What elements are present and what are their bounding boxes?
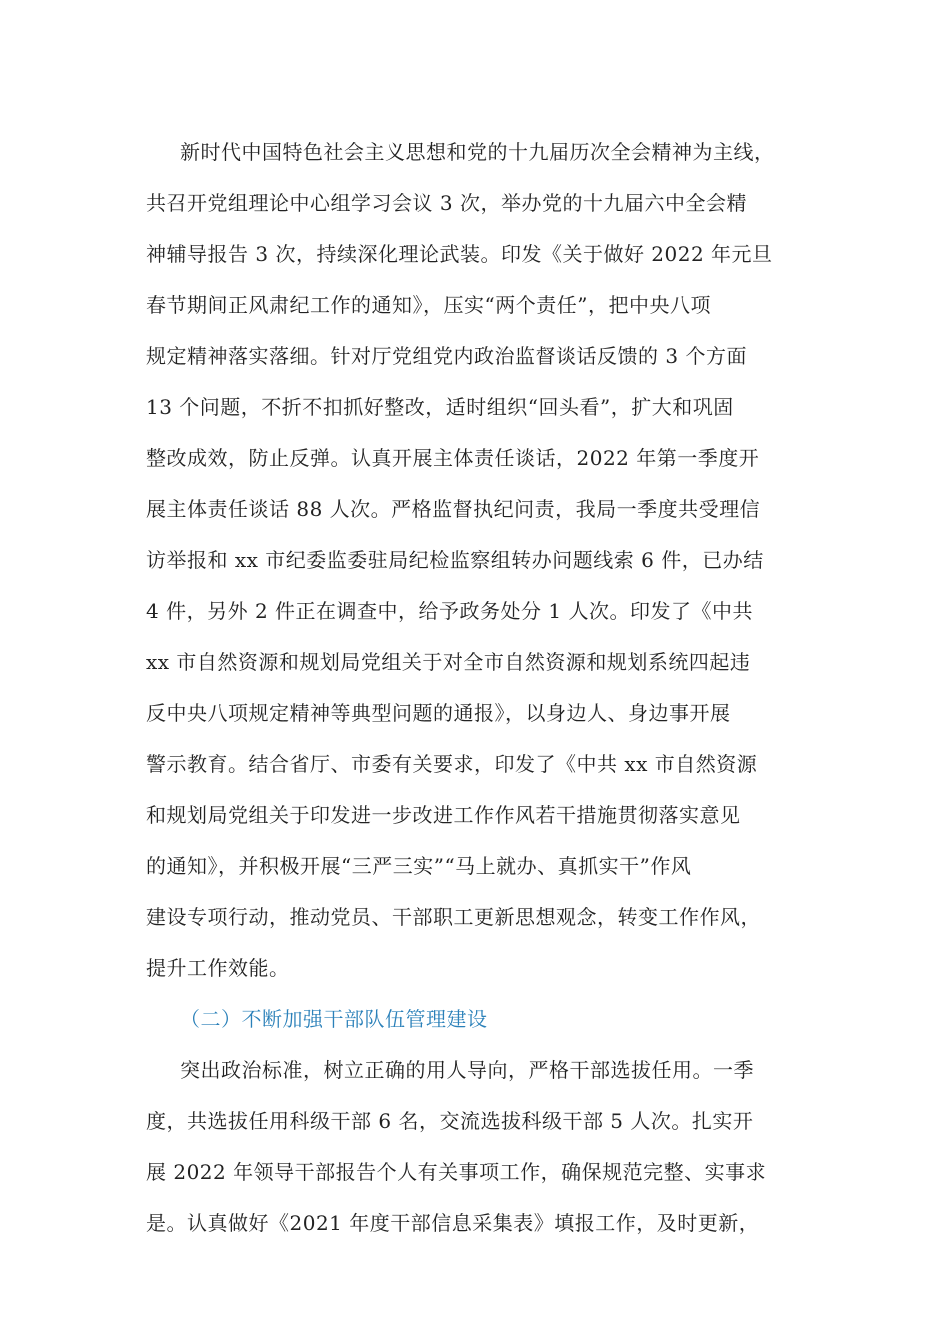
paragraph-2-line-4: 是。认真做好《2021 年度干部信息采集表》填报工作，及时更新， xyxy=(146,1211,760,1235)
paragraph-1-line-2: 共召开党组理论中心组学习会议 3 次，举办党的十九届六中全会精 xyxy=(146,191,747,215)
paragraph-1-line-14: 和规划局党组关于印发进一步改进工作作风若干措施贯彻落实意见 xyxy=(146,803,741,827)
section-heading: （二）不断加强干部队伍管理建设 xyxy=(180,1007,488,1031)
paragraph-1-line-12: 反中央八项规定精神等典型问题的通报》，以身边人、身边事开展 xyxy=(146,701,731,725)
paragraph-1-line-5: 规定精神落实落细。针对厅党组党内政治监督谈话反馈的 3 个方面 xyxy=(146,344,747,368)
paragraph-1-line-13: 警示教育。结合省厅、市委有关要求，印发了《中共 xx 市自然资源 xyxy=(146,752,758,776)
paragraph-1-line-17: 提升工作效能。 xyxy=(146,956,290,980)
paragraph-1-line-11: xx 市自然资源和规划局党组关于对全市自然资源和规划系统四起违 xyxy=(146,650,751,674)
paragraph-1-line-6: 13 个问题，不折不扣抓好整改，适时组织“回头看”，扩大和巩固 xyxy=(146,395,734,419)
paragraph-1-line-3: 神辅导报告 3 次，持续深化理论武装。印发《关于做好 2022 年元旦 xyxy=(146,242,773,266)
paragraph-2-line-2: 度，共选拔任用科级干部 6 名，交流选拔科级干部 5 人次。扎实开 xyxy=(146,1109,754,1133)
paragraph-1-line-9: 访举报和 xx 市纪委监委驻局纪检监察组转办问题线索 6 件，已办结 xyxy=(146,548,764,572)
paragraph-1-line-7: 整改成效，防止反弹。认真开展主体责任谈话，2022 年第一季度开 xyxy=(146,446,760,470)
paragraph-1-line-16: 建设专项行动，推动党员、干部职工更新思想观念，转变工作作风， xyxy=(146,905,761,929)
paragraph-1-line-1: 新时代中国特色社会主义思想和党的十九届历次全会精神为主线， xyxy=(180,140,775,164)
paragraph-1-line-8: 展主体责任谈话 88 人次。严格监督执纪问责，我局一季度共受理信 xyxy=(146,497,761,521)
paragraph-2-line-1: 突出政治标准，树立正确的用人导向，严格干部选拔任用。一季 xyxy=(180,1058,754,1082)
paragraph-1-line-10: 4 件，另外 2 件正在调查中，给予政务处分 1 人次。印发了《中共 xyxy=(146,599,753,623)
paragraph-2-line-3: 展 2022 年领导干部报告个人有关事项工作，确保规范完整、实事求 xyxy=(146,1160,767,1184)
paragraph-1-line-15: 的通知》，并积极开展“三严三实”“马上就办、真抓实干”作风 xyxy=(146,854,692,878)
paragraph-1-line-4: 春节期间正风肃纪工作的通知》，压实“两个责任”，把中央八项 xyxy=(146,293,711,317)
